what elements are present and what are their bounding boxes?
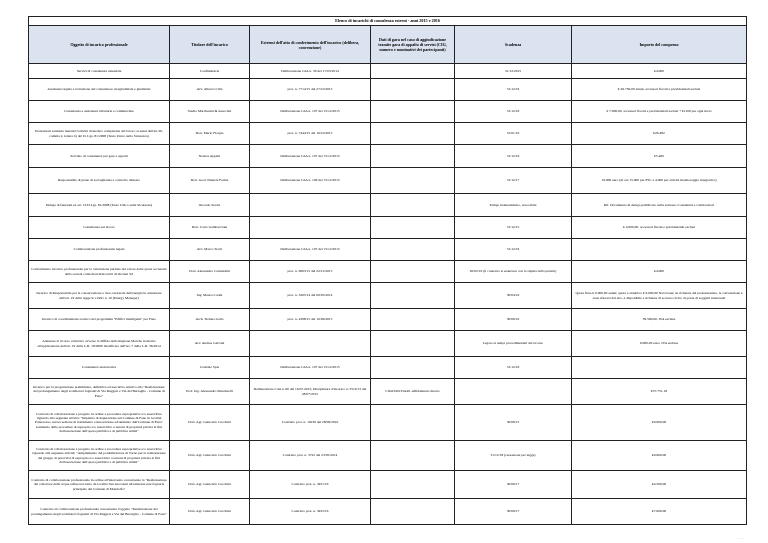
cell-scadenza: 31/12/18 (cessazione per legge) bbox=[455, 441, 572, 471]
cell-gara bbox=[371, 405, 455, 441]
cell-importo: € 29.750,00 annui, accessori fiscali e previdenziali esclusi bbox=[572, 79, 747, 101]
cell-importo: €37.751,18 bbox=[572, 379, 747, 405]
table-row bbox=[29, 379, 747, 405]
cell-gara bbox=[371, 261, 455, 283]
cell-titolare: Prof. Ing. Alessandro Mancinelli bbox=[170, 379, 250, 405]
cell-estremi: Deliberazione CdA n. 107 del 15/12/2015 bbox=[250, 239, 371, 261]
table-row bbox=[29, 79, 747, 101]
cell-titolare: Dott. Agr. Giancarlo Cecchini bbox=[170, 441, 250, 471]
cell-titolare: Oscardo Severi bbox=[170, 194, 250, 217]
cell-oggetto: Assistenza legale e trattazione del contenzioso stragiudiziale e giudiziale bbox=[29, 79, 170, 101]
cell-scadenza: 31/12/15 bbox=[455, 217, 572, 239]
cell-importo: Quota fissa € 6.000,00 annui; quota a obiettivo € 6.000,00 Nota bene: su richiesta del professionista, la convenzione è stata sfiorata dal sito, è disponibile a richiesta di accesso civico da parte di soggetti interessati bbox=[572, 283, 747, 309]
cell-estremi: Deliberazione CdA n. 106 del 15/12/2015 bbox=[250, 168, 371, 194]
cell-oggetto: Incarico per la progettazione preliminare, definitiva ed esecutiva relativo alla "Realizzazione del prolungamento degli scolmatori fognanti di Via Ruggeri e Via del Bersaglio - Comune di Fano" bbox=[29, 379, 170, 405]
cell-importo bbox=[572, 239, 747, 261]
cell-titolare: Dott. Agr. Giancarlo Cecchini bbox=[170, 405, 250, 441]
table-row bbox=[29, 239, 747, 261]
cell-oggetto: Servizio di consulenza per gare e appalti bbox=[29, 145, 170, 168]
cell-scadenza: 31/12/16 bbox=[455, 79, 572, 101]
table-row bbox=[29, 123, 747, 145]
cell-estremi: Contratto prot. n. 10239 del 28/09/2010 bbox=[250, 405, 371, 441]
cell-oggetto: Consulenza sul lavoro bbox=[29, 217, 170, 239]
cell-scadenza: 30/06/17 bbox=[455, 471, 572, 499]
cell-scadenza: 31/12/16 bbox=[455, 101, 572, 123]
cell-oggetto: Contratto di collaborazione a progetto in ordine a procedure espropriative e/o asservitive riguardo alla seguente attività: "Impianto di depurazione sul Comune di Fano in località Ponterosso, nuova sezione di trattamento e innovazione ed/aumento dell'Comune di Fano" sommario delle procedure di esproprio e/o asservitivo a terreni di proprietà privata ai fini dell'esecuzione dell'opera pubblica e di pubblica utilità" bbox=[29, 405, 170, 441]
cell-estremi: Deliberazione CdA n. 30 del 17/03/2014 bbox=[250, 64, 371, 79]
cell-scadenza: 31/01/16 bbox=[455, 123, 572, 145]
cell-oggetto: Incarico di Responsabile per la conservazione e l'uso razionale dell'energia in attuazione dell'art. 19 della legge 9.1.1991 n. 10 (Energy Manager) bbox=[29, 283, 170, 309]
cell-oggetto: Responsabile di piano di sorveglianza e controllo dissesto bbox=[29, 168, 170, 194]
cell-estremi bbox=[250, 331, 371, 357]
cell-titolare: Dott. Mario Fiorgia bbox=[170, 123, 250, 145]
table-body bbox=[29, 64, 747, 525]
cell-importo: €9.900,00 bbox=[572, 405, 747, 441]
table-row bbox=[29, 101, 747, 123]
header-row bbox=[29, 26, 747, 64]
cell-titolare: Dott. Agr. Giancarlo Cecchini bbox=[170, 499, 250, 525]
header-estremi: Estremi dell'atto di conferimento dell'incarico (delibera, convenzione) bbox=[250, 26, 371, 64]
table-row bbox=[29, 217, 747, 239]
cell-importo: 6.000,00 euro, IVA esclusa bbox=[572, 331, 747, 357]
cell-gara bbox=[371, 194, 455, 217]
table-row bbox=[29, 471, 747, 499]
cell-gara bbox=[371, 239, 455, 261]
table-row bbox=[29, 357, 747, 379]
cell-importo: €4.500,00 bbox=[572, 471, 747, 499]
cell-scadenza: 30/09/17 bbox=[455, 499, 572, 525]
cell-estremi: Deliberazione CdA n. 107 del 15/12/2015 bbox=[250, 145, 371, 168]
cell-estremi: Deliberazione CdA n. 107 del 15/12/2015 bbox=[250, 101, 371, 123]
cell-estremi: Contratto prot. n. 3722 del 23/05/2014 bbox=[250, 441, 371, 471]
header-scadenza: Scadenza bbox=[455, 26, 572, 64]
cell-gara bbox=[371, 79, 455, 101]
cell-importo: Rif. Documento di delega pubblicato nella sezione: Consulenti e collaboratori bbox=[572, 194, 747, 217]
cell-importo: €5.400 bbox=[572, 145, 747, 168]
table-row bbox=[29, 405, 747, 441]
cell-estremi: prot. n. 7714/15 del 27/10/2015 bbox=[250, 79, 371, 101]
consultancy-table bbox=[28, 16, 747, 525]
cell-scadenza: 31/12/16 bbox=[455, 239, 572, 261]
title-row bbox=[29, 17, 747, 26]
cell-oggetto: Contratto di collaborazione a progetto in ordine a procedure espropriative e/o asservitive riguardo alla seguente attività: "Ampliamento del potabilizzatore di Torno per la realizzazione del gruppo di preavvisi di esproprio e/o asservitivo a terreni di proprietà privata ai fini dell'esecuzione dell'opera pubblica e di pubblica utilità" bbox=[29, 441, 170, 471]
cell-importo: €26.482 bbox=[572, 123, 747, 145]
cell-importo: €4.000 bbox=[572, 261, 747, 283]
cell-estremi: Contratto prot. n. 3452/16 bbox=[250, 499, 371, 525]
cell-oggetto: Contratto di collaborazione professionale concernente l'oggetto "Realizzazione del prolungamento degli scolmatori fognanti di Via Ruggeri e Via del Bersaglio - Comune di Fano" bbox=[29, 499, 170, 525]
page-marker: — — bbox=[737, 536, 744, 540]
cell-scadenza: Tempo indeterminato, revocabile bbox=[455, 194, 572, 217]
cell-oggetto: Consulenza e assistenza tributaria e commerciale bbox=[29, 101, 170, 123]
cell-titolare: Avv. Marco Storti bbox=[170, 239, 250, 261]
cell-oggetto: Prestazioni sanitarie inerenti l'attività di medico competente del lavoro ai sensi dell'art.39, comma 2, lettera b) del D. Lgs. 81/2008 (Testo Unico sulla Sicurezza) bbox=[29, 123, 170, 145]
cell-gara bbox=[371, 441, 455, 471]
cell-scadenza: 31/12/16 bbox=[455, 145, 572, 168]
cell-scadenza: 30/04/16 bbox=[455, 283, 572, 309]
cell-scadenza: 31/12/2015 bbox=[455, 64, 572, 79]
table-row bbox=[29, 168, 747, 194]
table-row bbox=[29, 261, 747, 283]
table-row bbox=[29, 441, 747, 471]
cell-importo: 39.500,00, IVA esclusa bbox=[572, 309, 747, 331]
cell-scadenza: Legato ai tempi procedimentali del ricorso bbox=[455, 331, 572, 357]
cell-importo: € 7.900,00, accessori fiscali e previdenziali esclusi + €1100 per ogni invio bbox=[572, 101, 747, 123]
cell-titolare: Avv. Alberto Cilia bbox=[170, 79, 250, 101]
cell-estremi: Contratto prot. n. 3451/16 bbox=[250, 471, 371, 499]
cell-importo: €9.900,00 bbox=[572, 441, 747, 471]
cell-titolare: Centrale SpA bbox=[170, 357, 250, 379]
cell-gara bbox=[371, 101, 455, 123]
cell-oggetto: Delega di funzioni ex art. 16 D.Lgs. 81/2008 (Testo Unico sulla Sicurezza) bbox=[29, 194, 170, 217]
cell-oggetto: Consulenza assicurativa bbox=[29, 357, 170, 379]
cell-scadenza bbox=[455, 379, 572, 405]
cell-gara bbox=[371, 123, 455, 145]
cell-importo: €4.000 bbox=[572, 64, 747, 79]
cell-gara bbox=[371, 357, 455, 379]
cell-titolare: Avv. Andrea Galvani bbox=[170, 331, 250, 357]
cell-estremi: Deliberazione CdA n. 107 del 15/12/2015 bbox=[250, 357, 371, 379]
table-title: Elenco di incarichi di consulenza esterni - anni 2015 e 2016 bbox=[29, 17, 747, 26]
cell-gara: CIG6340133A49. Affidamento diretto bbox=[371, 379, 455, 405]
cell-gara bbox=[371, 145, 455, 168]
table-row bbox=[29, 194, 747, 217]
cell-titolare: Dott. Agr. Giancarlo Cecchini bbox=[170, 471, 250, 499]
cell-oggetto: Contratto di collaborazione professionale in ordine all'intervento concernente la "Realizzazione del collettore delle acque reflue nel tratto da località San Giovanni all'esistente rete fognaria principale del Comune di Mondolfo" bbox=[29, 471, 170, 499]
cell-estremi: prot. n. 3265/14 del 06/05/2014 bbox=[250, 283, 371, 309]
cell-estremi bbox=[250, 217, 371, 239]
cell-scadenza: 31/12/17 bbox=[455, 168, 572, 194]
cell-scadenza: 20/02/16 (il contratto si esaurisce con la stipula della perizia) bbox=[455, 261, 572, 283]
cell-importo: €7.000,00 bbox=[572, 499, 747, 525]
cell-scadenza: 31/12/16 bbox=[455, 357, 572, 379]
cell-oggetto: Servizi di consulenza aziendale bbox=[29, 64, 170, 79]
cell-titolare: Confindustria bbox=[170, 64, 250, 79]
cell-scadenza: 30/06/16 bbox=[455, 309, 572, 331]
cell-oggetto: Adesione al ricorso collettivo avverso la diffida della Regione Marche in merito all'applicazione dell'art. 19 della L.R. 18/2000 modificato dall'art. 7 della L.R. 36/2014 bbox=[29, 331, 170, 357]
header-gara: Dati di gara nel caso di aggiudicazione tramite gara di appalto di servizi (CIG, numero e nominativi dei partecipanti) bbox=[371, 26, 455, 64]
header-importo: Importo del compenso bbox=[572, 26, 747, 64]
cell-gara bbox=[371, 217, 455, 239]
cell-gara bbox=[371, 331, 455, 357]
cell-gara bbox=[371, 168, 455, 194]
cell-titolare: Arch. Tiziana Gallo bbox=[170, 309, 250, 331]
cell-gara bbox=[371, 64, 455, 79]
cell-estremi: prot. n. 4398/15 del 16/06/2015 bbox=[250, 309, 371, 331]
cell-oggetto: Incarico di coordinamento tecnico del programma "Edifici intelligenti" per Fano bbox=[29, 309, 170, 331]
table-row bbox=[29, 283, 747, 309]
cell-titolare: Dott. Alessandro Comandini bbox=[170, 261, 250, 283]
cell-scadenza: 30/09/15 bbox=[455, 405, 572, 441]
cell-gara bbox=[371, 283, 455, 309]
cell-titolare: Nomos Appalti bbox=[170, 145, 250, 168]
cell-oggetto: Conferimento incarico professionale per la valutazione peritale del valore delle quote societarie della società controllata Riaccertti di Orciani Srl bbox=[29, 261, 170, 283]
cell-importo bbox=[572, 357, 747, 379]
header-titolare: Titolare dell'incarico bbox=[170, 26, 250, 64]
table-row bbox=[29, 331, 747, 357]
table-row bbox=[29, 309, 747, 331]
cell-estremi: Deliberazione CdA n. 66 del 16/07.2015; Disciplinare d'incarico n. 5510/15 del 28/07/2015 bbox=[250, 379, 371, 405]
cell-gara bbox=[371, 309, 455, 331]
header-oggetto: Oggetto di incarico professionale bbox=[29, 26, 170, 64]
table-row bbox=[29, 64, 747, 79]
cell-titolare: Studio Marchesini & Associati bbox=[170, 101, 250, 123]
cell-estremi: prot. n. 9063/15 del 22/12/2015 bbox=[250, 261, 371, 283]
cell-importo: 19.000 euro (di cui 15.000 per PSC e 4.000 per attività monitoraggio integrativo) bbox=[572, 168, 747, 194]
cell-gara bbox=[371, 471, 455, 499]
cell-oggetto: Collaborazione professionale legale bbox=[29, 239, 170, 261]
cell-estremi: prot. n. 7444/15 del 16/10/2015 bbox=[250, 123, 371, 145]
cell-titolare: Ing. Mauro Cotini bbox=[170, 283, 250, 309]
cell-estremi bbox=[250, 194, 371, 217]
table-row bbox=[29, 499, 747, 525]
cell-titolare: Dott. Carlo Gambacciani bbox=[170, 217, 250, 239]
cell-gara bbox=[371, 499, 455, 525]
cell-titolare: Dott. Geol. Daniele Farina bbox=[170, 168, 250, 194]
cell-importo: € 4.000,00, accessori fiscali e previdenziali esclusi bbox=[572, 217, 747, 239]
table-row bbox=[29, 145, 747, 168]
